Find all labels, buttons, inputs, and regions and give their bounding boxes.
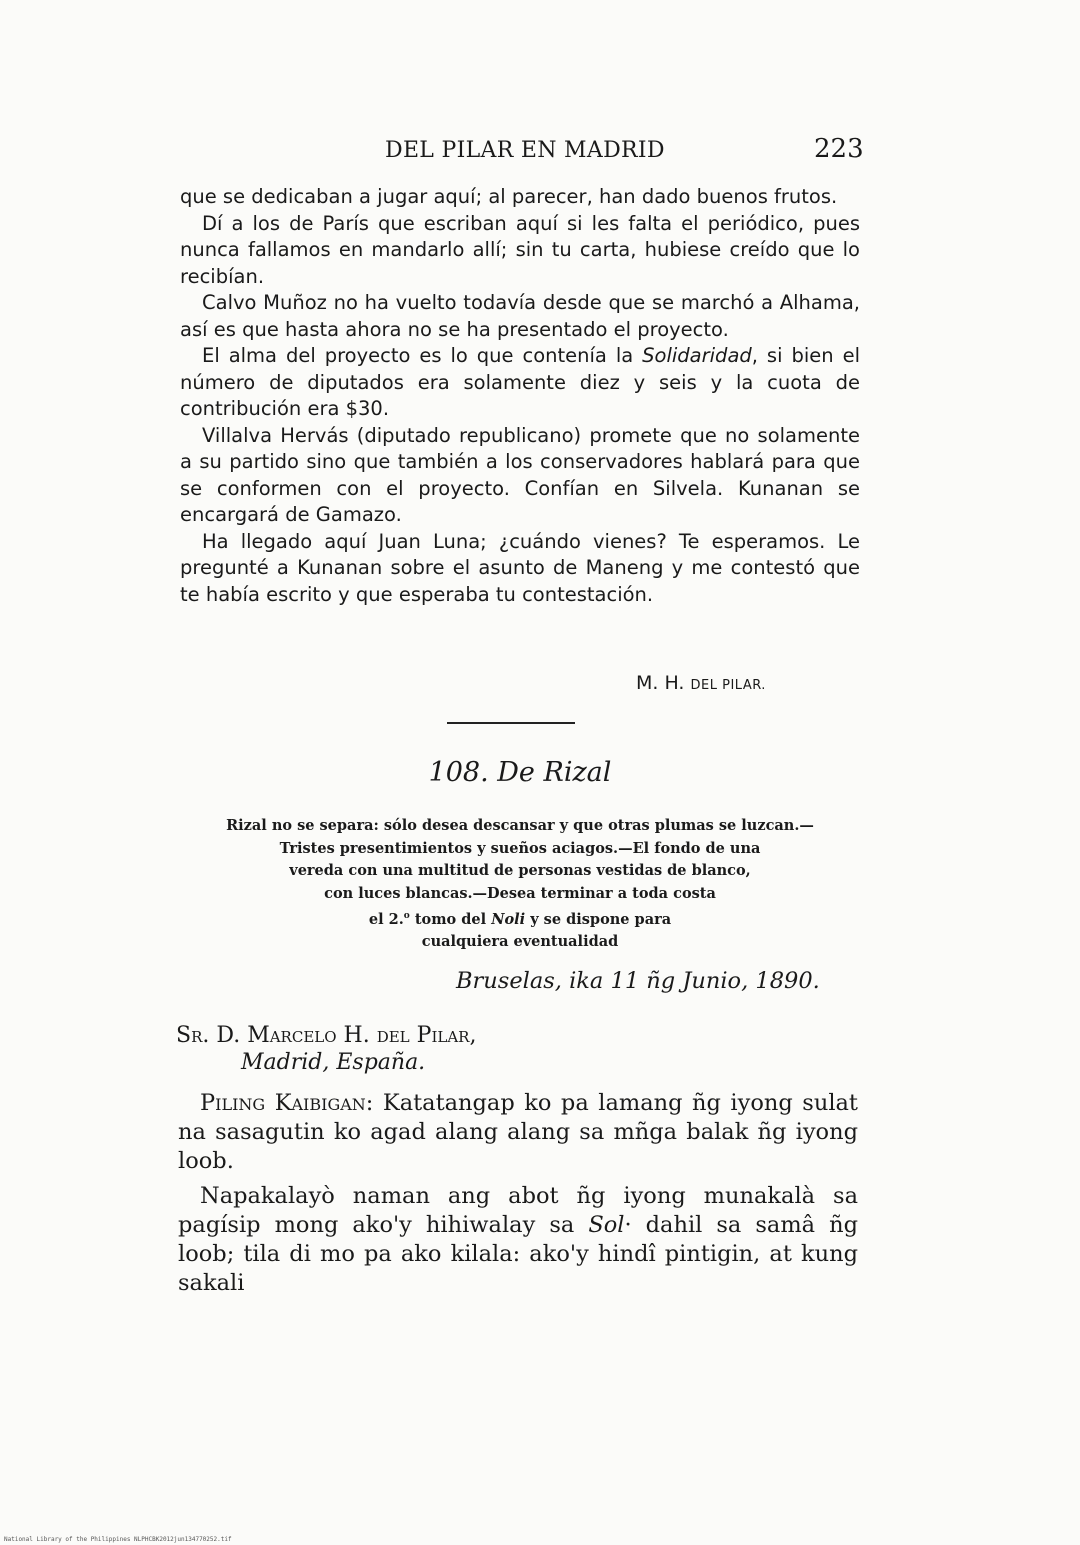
text-run: El alma del proyecto es lo que contenía la <box>202 344 643 367</box>
section-summary <box>175 815 865 954</box>
summary-line: cualquiera eventualidad <box>421 933 619 951</box>
addressee <box>176 1023 476 1048</box>
tagalog-letter-text <box>178 1089 858 1304</box>
text-run: tomo del <box>409 910 492 928</box>
text-run: , si bien el número de diputados era solamente diez y seis y la cuota de contribución era $30. <box>180 344 860 420</box>
text-run: Napakalayò naman ang abot ñg iyong munakalà sa pagísip mong ako'y hihiwalay sa <box>178 1183 858 1238</box>
dateline: Bruselas, ika 11 ñg Junio, 1890. <box>456 968 820 994</box>
salutation: Piling Kaibigan: <box>200 1090 374 1116</box>
signature-name: DEL PILAR. <box>690 678 766 693</box>
addressee-name: Marcelo H. del Pilar, <box>247 1023 477 1048</box>
paragraph <box>178 1089 858 1176</box>
paragraph: Ha llegado aquí Juan Luna; ¿cuándo vienes? Te esperamos. Le pregunté a Kunanan sobre el asunto de Maneng y me contestó que te había escrito y que esperaba tu contestación. <box>180 529 860 606</box>
paragraph: Dí a los de París que escriban aquí si les falta el periódico, pues nunca fallamos en mandarlo allí; sin tu carta, hubiese creído que lo recibían. <box>180 211 860 288</box>
signature <box>636 672 766 694</box>
addressee-prefix: Sr. D. <box>176 1023 241 1048</box>
superscript: o <box>403 911 410 921</box>
paragraph: Calvo Muñoz no ha vuelto todavía desde que se marchó a Alhama, así es que hasta ahora no se ha presentado el proyecto. <box>180 291 860 341</box>
addressee-place: Madrid, España. <box>241 1050 426 1075</box>
italic-run: Noli <box>491 910 526 928</box>
running-header-title: DEL PILAR EN MADRID <box>385 138 665 163</box>
signature-initials: M. H. <box>636 672 685 694</box>
text-run: · dahil sa samâ ñg loob; tila di mo pa ako kilala: ako'y hindî pintigin, at kung sakali <box>178 1212 859 1296</box>
summary-line <box>175 905 865 931</box>
letter-text <box>180 184 860 608</box>
summary-line: Rizal no se separa: sólo desea descansar y que otras plumas se luzcan.— <box>226 817 814 834</box>
summary-line: con luces blancas.—Desea terminar a toda costa <box>324 884 716 902</box>
text-run: y se dispone para <box>525 910 672 928</box>
italic-run: Solidaridad <box>642 344 752 367</box>
text-run: Katatangap ko pa lamang ñg iyong sulat na sasagutin ko agad alang alang sa mñga balak ñg iyong loob. <box>178 1090 858 1174</box>
page-number: 223 <box>814 134 864 164</box>
paragraph <box>180 343 860 423</box>
paragraph: que se dedicaban a jugar aquí; al parecer, han dado buenos frutos. <box>180 185 838 208</box>
scan-footer: National Library of the Philippines NLPHCBK2012jun134770252.tif <box>4 1536 232 1543</box>
paragraph: Villalva Hervás (diputado republicano) promete que no solamente a su partido sino que también a los conservadores hablará para que se conformen con el proyecto. Confían en Silvela. Kunanan se encargará de Gamazo. <box>180 423 860 526</box>
section-divider <box>447 722 575 724</box>
paragraph <box>178 1182 858 1298</box>
section-heading: 108. De Rizal <box>428 757 612 788</box>
summary-line: Tristes presentimientos y sueños aciagos.—El fondo de una <box>279 839 761 857</box>
summary-line: vereda con una multitud de personas vestidas de blanco, <box>289 862 751 879</box>
text-run: el 2. <box>368 910 404 928</box>
italic-run: Sol <box>588 1212 625 1238</box>
